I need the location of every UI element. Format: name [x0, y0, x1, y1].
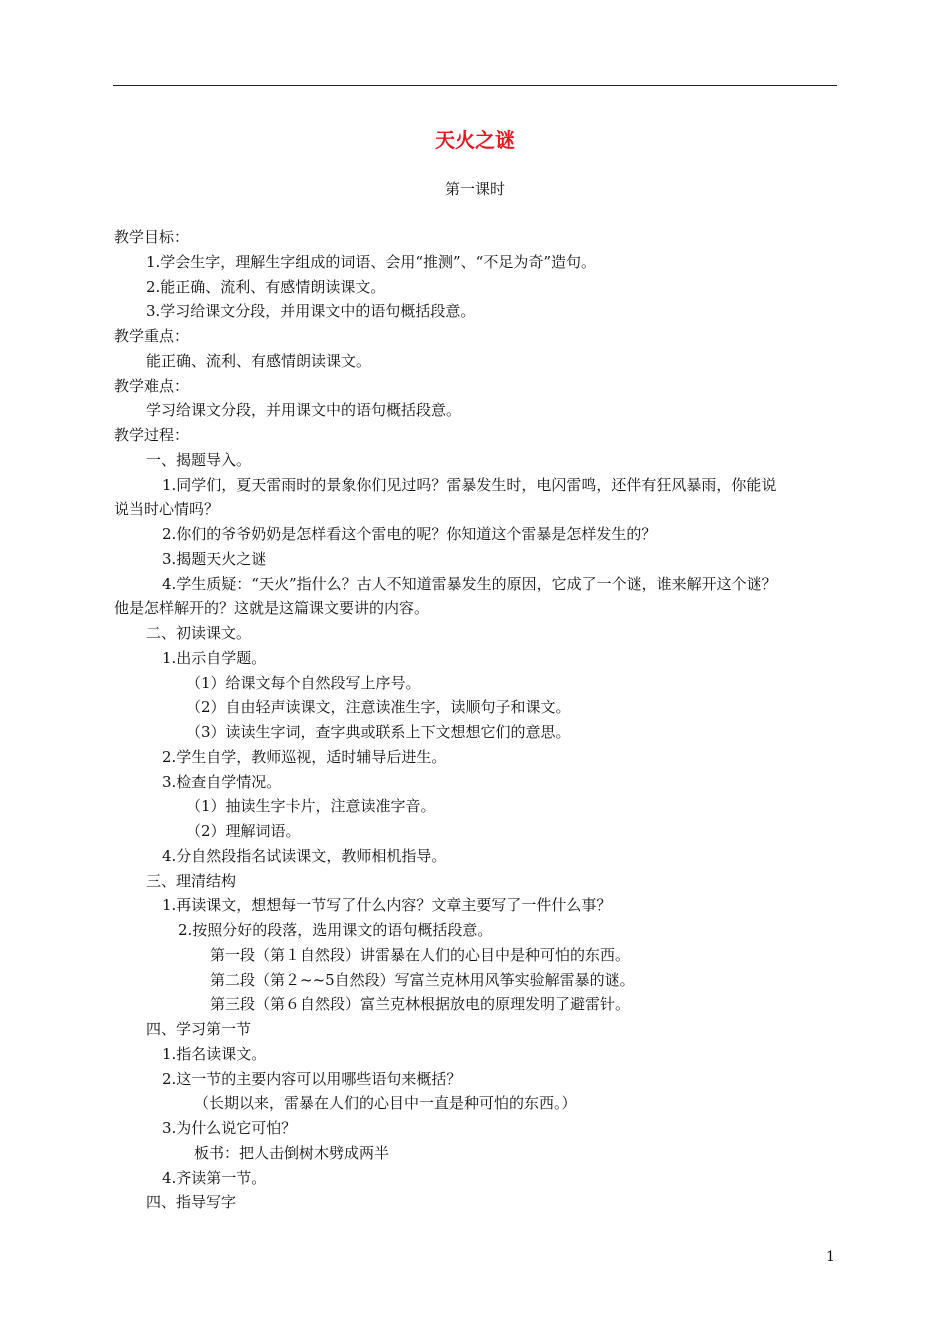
body-line: 板书：把人击倒树木劈成两半 [194, 1144, 390, 1162]
body-line: 2.你们的爷爷奶奶是怎样看这个雷电的呢？你知道这个雷暴是怎样发生的？ [162, 525, 657, 543]
body-line: 1.指名读课文。 [162, 1045, 267, 1063]
document-title: 天火之谜 [435, 128, 515, 152]
body-line: （1）抽读生字卡片，注意读准字音。 [186, 797, 436, 815]
body-line: 学习给课文分段，并用课文中的语句概括段意。 [146, 401, 462, 419]
body-line: （2）理解词语。 [186, 822, 301, 840]
step-heading: 三、理清结构 [146, 872, 237, 890]
body-line: 第一段（第１自然段）讲雷暴在人们的心目中是种可怕的东西。 [210, 946, 631, 964]
body-line: （长期以来，雷暴在人们的心目中一直是种可怕的东西。） [194, 1094, 577, 1112]
document-subtitle: 第一课时 [444, 180, 505, 198]
body-line: （2）自由轻声读课文，注意读准生字，读顺句子和课文。 [186, 698, 571, 716]
body-line: （1）给课文每个自然段写上序号。 [186, 674, 421, 692]
body-line: 3.学习给课文分段，并用课文中的语句概括段意。 [146, 302, 476, 320]
body-line: 他是怎样解开的？这就是这篇课文要讲的内容。 [114, 599, 430, 617]
header-rule [113, 85, 837, 86]
body-line: 4.齐读第一节。 [162, 1169, 267, 1187]
body-line: 2.能正确、流利、有感情朗读课文。 [146, 278, 386, 296]
body-line: 3.检查自学情况。 [162, 773, 282, 791]
body-line: （3）读读生字词，查字典或联系上下文想想它们的意思。 [186, 723, 571, 741]
body-line: 4.分自然段指名试读课文，教师相机指导。 [162, 847, 447, 865]
body-line: 2.按照分好的段落，选用课文的语句概括段意。 [178, 921, 493, 939]
step-heading: 一、揭题导入。 [146, 451, 252, 469]
section-heading: 教学难点： [114, 377, 190, 395]
body-line: 1.学会生字，理解生字组成的词语、会用“推测”、“不足为奇”造句。 [146, 253, 596, 271]
body-line: 3.为什么说它可怕？ [162, 1119, 297, 1137]
step-heading: 四、学习第一节 [146, 1020, 252, 1038]
page-number: 1 [826, 1249, 835, 1265]
body-line: 3.揭题天火之谜 [162, 550, 267, 568]
body-line: 能正确、流利、有感情朗读课文。 [146, 352, 372, 370]
body-line: 第三段（第６自然段）富兰克林根据放电的原理发明了避雷针。 [210, 995, 631, 1013]
body-line: 4.学生质疑：“天火”指什么？古人不知道雷暴发生的原因，它成了一个谜，谁来解开这个谜？ [162, 575, 777, 593]
body-line: 2.这一节的主要内容可以用哪些语句来概括？ [162, 1070, 462, 1088]
body-line: 1.出示自学题。 [162, 649, 267, 667]
body-line: 说当时心情吗？ [114, 500, 220, 518]
body-line: 1.再读课文，想想每一节写了什么内容？文章主要写了一件什么事？ [162, 896, 612, 914]
step-heading: 四、指导写字 [146, 1193, 237, 1211]
section-heading: 教学重点： [114, 327, 190, 345]
body-line: 第二段（第２~~5自然段）写富兰克林用风筝实验解雷暴的谜。 [210, 971, 635, 989]
step-heading: 二、初读课文。 [146, 624, 252, 642]
section-heading: 教学目标： [114, 228, 190, 246]
body-line: 1.同学们，夏天雷雨时的景象你们见过吗？雷暴发生时，电闪雷鸣，还伴有狂风暴雨，你能说 [162, 476, 777, 494]
section-heading: 教学过程： [114, 426, 190, 444]
body-line: 2.学生自学，教师巡视，适时辅导后进生。 [162, 748, 447, 766]
